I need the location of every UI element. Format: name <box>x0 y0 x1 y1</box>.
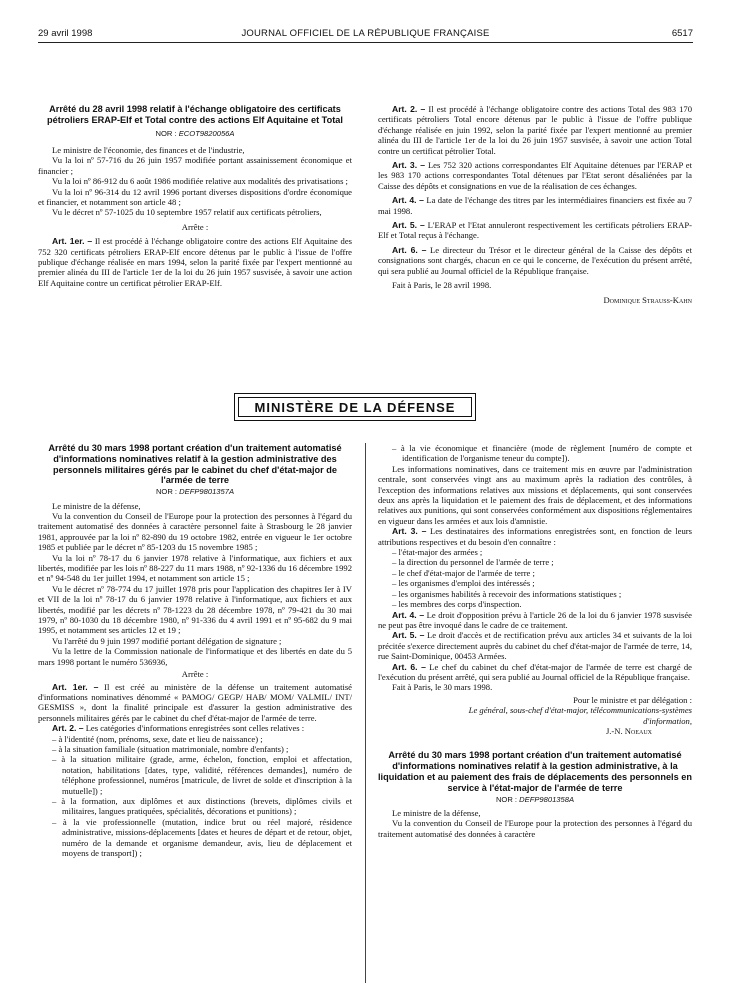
arrete1-article: Art. 5. – L'ERAP et l'Etat annuleront respectivement les certificats pétroliers ERAP-Elf et Total reçus à l'échange. <box>378 220 692 241</box>
arrete2-retention: Les informations nominatives, dans ce traitement mis en œuvre par l'administration centrale, sont conservées vingt ans au maximum après la radiation des contrôles, à l'exception des informations relatives aux missions et déplacements, qui sont conservées deux ans après la liquidation et le paiement des frais de déplacement, et des informations relatives aux punitions, qui sont conservées conformément aux dispositions réglementaires en vigueur dans les armées et aux lois d'amnistie. <box>378 463 692 526</box>
list-item: – les organismes habilités à recevoir des informations statistiques ; <box>378 589 692 599</box>
arrete1-article: Art. 6. – Le directeur du Trésor et le directeur général de la Caisse des dépôts et consignations sont chargés, chacun en ce qui le concerne, de l'exécution du présent arrêté, qui sera publié au Journal officiel de la République française. <box>378 244 692 276</box>
arrete1-article: Art. 4. – La date de l'échange des titres par les intermédiaires financiers est fixée au 7 mai 1998. <box>378 195 692 216</box>
arrete1-left <box>38 104 352 288</box>
page-number: 6517 <box>671 28 693 39</box>
arrete1-article: Art. 2. – Il est procédé à l'échange obligatoire contre des actions Total des 983 170 certificats pétroliers Total encore détenus par le public à l'issue de l'offre publique d'échange réalisée en juin 1992, selon la parité fixée par l'expert mentionné au premier alinéa du III de l'article 1er de la loi du 26 juin 1957 susvisée, à savoir une action Total contre un certificat pétrolier Total. <box>378 104 692 156</box>
ministry-banner <box>234 393 476 421</box>
arrete1-visa: Vu la loi nº 57-716 du 26 juin 1957 modifiée portant assainissement économique et financier ; <box>38 155 352 176</box>
list-item: – à la situation militaire (grade, arme, échelon, fonction, emploi et affectation, notation, habilitations [dates, type, validité, références demandes], numéro de téléphone professionnel, numéros [matricule, de livret de solde et d'inscription à la mutuelle]) ; <box>38 754 352 796</box>
list-item: – à la vie professionnelle (mutation, indice brut ou réel majoré, résidence administrative, missions-déplacements [dates et heures de départ et de retour, objet, numéro de la demande et organisme demandeur, avis, lieu de déplacement et moyens de transport]) ; <box>38 817 352 859</box>
arrete2-article: Art. 1er. – Il est créé au ministère de la défense un traitement automatisé d'informations nominatives dénommé « PAMOG/ GEGP/ HAB/ MOM/ VALMIL/ INT/ GESMISS », dont la finalité principale est d'assurer la gestion administrative des personnels militaires gérés par le cabinet du chef d'état-major de l'armée de terre. <box>38 681 353 723</box>
arrete2-nor: NOR : DEFP9801357A <box>155 487 235 497</box>
list-item: – à la vie économique et financière (mode de règlement [numéro de compte et identification de l'organisme teneur du compte]). <box>378 443 692 464</box>
arrete2-grade: Le général, sous-chef d'état-major, télécommunications-systèmes d'information, <box>468 705 692 726</box>
arrete2-article: Art. 3. – Les destinataires des informations enregistrées sont, en fonction de leurs attributions respectives et du besoin d'en connaître : <box>378 526 692 547</box>
arrete1-visa: Vu la loi nº 96-314 du 12 avril 1996 portant diverses dispositions d'ordre économique et financier, et notamment son article 48 ; <box>38 186 352 208</box>
list-item: – l'état-major des armées ; <box>378 547 692 557</box>
arrete2-arrete: Arrête : <box>181 669 209 680</box>
arrete2-fait: Fait à Paris, le 30 mars 1998. <box>392 682 493 693</box>
arrete2-delegation: Pour le ministre et par délégation : <box>573 694 692 705</box>
arrete1-signature: Dominique Strauss-Kahn <box>603 294 692 305</box>
arrete1-right <box>378 104 692 305</box>
arrete2-art2-list-cont <box>378 443 692 464</box>
journal-title: JOURNAL OFFICIEL DE LA RÉPUBLIQUE FRANÇAISE <box>241 28 490 39</box>
arrete3-title: Arrêté du 30 mars 1998 portant création d'un traitement automatisé d'informations nominatives relatif à la gestion administrative, à la liquidation et au paiement des frais de déplacements des personnels en service à l'état-major de l'armée de terre <box>378 750 692 793</box>
arrete2-article: Art. 6. – Le chef du cabinet du chef d'état-major de l'armée de terre est chargé de l'exécution du présent arrêté, qui sera publié au Journal officiel de la République française. <box>378 661 692 682</box>
list-item: – à la situation familiale (situation matrimoniale, nombre d'enfants) ; <box>38 744 352 754</box>
arrete1-fait: Fait à Paris, le 28 avril 1998. <box>392 280 492 291</box>
arrete1-arrete: Arrête : <box>181 221 209 232</box>
arrete2-title: Arrêté du 30 mars 1998 portant création d'un traitement automatisé d'informations nominatives relatif à la gestion administrative des personnels militaires gérés par le cabinet du chef d'état-major de l'armée de terre <box>48 443 342 486</box>
column-divider <box>365 443 366 983</box>
arrete1-title: Arrêté du 28 avril 1998 relatif à l'échange obligatoire des certificats pétroliers ERAP-Elf et Total contre des actions Elf Aquitaine et Total <box>47 104 343 125</box>
arrete2-visa: Vu la lettre de la Commission nationale de l'informatique et des libertés en date du 5 mars 1998 portant le numéro 536936, <box>38 646 352 667</box>
arrete2-visa: Vu la convention du Conseil de l'Europe pour la protection des personnes à l'égard du traitement automatisé des données à caractère personnel faite à Strasbourg le 28 janvier 1981, approuvée par la loi nº 82-890 du 19 octobre 1982, entrée en vigueur le 1er octobre 1985 et publiée par le décret nº 85-1203 du 15 novembre 1985 ; <box>38 511 352 553</box>
arrete1-nor: NOR : ECOT9820056A <box>155 128 235 138</box>
arrete2-visa: Le ministre de la défense, <box>52 500 141 511</box>
arrete2-left <box>38 443 352 858</box>
list-item: – les organismes d'emploi des intéressés ; <box>378 578 692 588</box>
arrete1-article: Art. 3. – Les 752 320 actions correspondantes Elf Aquitaine détenues par l'ERAP et les 983 170 actions correspondantes Total détenues par l'Etat seront désaliénées par la Caisse des dépôts et consignations en vue de la réalisation de ces échanges. <box>378 160 693 191</box>
arrete1-visa: Vu le décret nº 57-1025 du 10 septembre 1957 relatif aux certificats pétroliers, <box>52 207 322 218</box>
list-item: – à l'identité (nom, prénoms, sexe, date et lieu de naissance) ; <box>38 734 352 744</box>
list-item: – à la formation, aux diplômes et aux distinctions (brevets, diplômes civils et militaires, langues pratiquées, spécialités, décorations et punitions) ; <box>38 796 352 817</box>
arrete2-visa: Vu l'arrêté du 9 juin 1997 modifié portant délégation de signature ; <box>52 635 282 646</box>
arrete1-visa: Le ministre de l'économie, des finances et de l'industrie, <box>52 145 245 155</box>
arrete3-visa: Vu la convention du Conseil de l'Europe pour la protection des personnes à l'égard du traitement automatisé des données à caractère <box>378 818 692 839</box>
arrete2-signature: J.-N. Noeaux <box>605 725 652 736</box>
ministry-title: MINISTÈRE DE LA DÉFENSE <box>254 399 456 415</box>
header-rule <box>38 42 693 43</box>
arrete2-visa: Vu le décret nº 78-774 du 17 juillet 1978 pris pour l'application des chapitres Ier à IV et VII de la loi nº 78-17 du 6 janvier 1978 relative à l'informatique, aux fichiers et aux libertés, modifié par les décrets nº 78-1223 du 28 décembre 1978, nº 79-421 du 30 mai 1979, nº 80-1030 du 18 décembre 1980, nº 91-336 du 4 avril 1991 et nº 95-682 du 9 mai 1995, et notamment ses articles 12 et 19 ; <box>38 583 352 636</box>
list-item: – la direction du personnel de l'armée de terre ; <box>378 557 692 567</box>
arrete2-art2-list <box>38 734 352 859</box>
arrete2-visa: Vu la loi nº 78-17 du 6 janvier 1978 relative à l'informatique, aux fichiers et aux libertés, modifiée par les lois nº 88-227 du 11 mars 1988, nº 92-1336 du 16 décembre 1992 et nº 94-548 du 1er juillet 1994, et notamment son article 15 ; <box>38 552 352 584</box>
arrete2-art3-list <box>378 547 692 609</box>
arrete3-visa: Le ministre de la défense, <box>392 807 481 818</box>
arrete2-right <box>378 443 692 839</box>
arrete2-article: Art. 2. – Les catégories d'informations enregistrées sont celles relatives : <box>52 723 305 734</box>
arrete1-visa: Vu la loi nº 86-912 du 6 août 1986 modifiée relative aux modalités des privatisations ; <box>52 176 348 187</box>
arrete2-article: Art. 5. – Le droit d'accès et de rectification prévu aux articles 34 et suivants de la loi précitée s'exerce directement auprès du cabinet du chef d'état-major de l'armée de terre, 14, rue Saint-Dominique, 00453 Armées. <box>378 630 692 662</box>
arrete3-nor: NOR : DEFP9801358A <box>495 794 575 804</box>
list-item: – les membres des corps d'inspection. <box>378 599 692 609</box>
arrete1-article: Art. 1er. – Il est procédé à l'échange obligatoire contre des actions Elf Aquitaine des 752 320 certificats pétroliers ERAP-Elf encore détenus par le public à l'issue de l'offre publique d'échange réalisée en mars 1994, selon la parité fixée par l'expert mentionné au premier alinéa du III de l'article 1er de la loi du 26 juin 1957 susvisée, à savoir une action Elf Aquitaine contre un certificat pétrolier ERAP-Elf. <box>38 236 352 288</box>
header-date: 29 avril 1998 <box>38 28 93 39</box>
arrete2-article: Art. 4. – Le droit d'opposition prévu à l'article 26 de la loi du 6 janvier 1978 susvisée ne peut pas être invoqué dans le cadre de ce traitement. <box>378 609 692 630</box>
list-item: – le chef d'état-major de l'armée de terre ; <box>378 568 692 578</box>
